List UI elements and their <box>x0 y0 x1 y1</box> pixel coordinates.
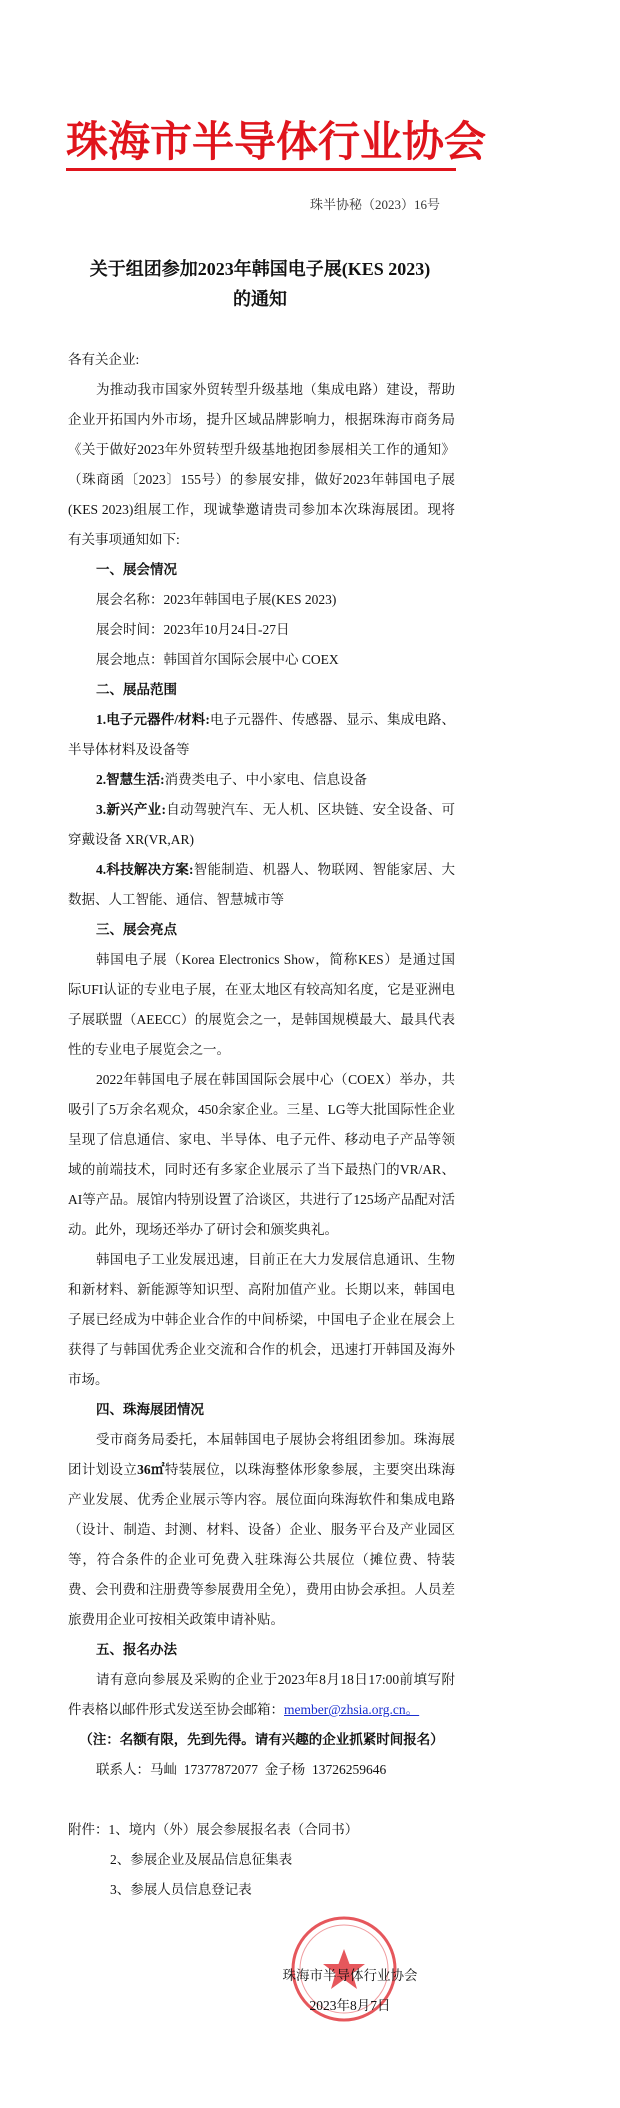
signature-block <box>280 1961 420 2021</box>
attachment-1: 1、境内（外）展会参展报名表（合同书） <box>108 1822 359 1837</box>
registration-note: （注：名额有限，先到先得。请有兴趣的企业抓紧时间报名） <box>79 1732 444 1747</box>
email-link[interactable]: member@zhsia.org.cn。 <box>284 1702 420 1717</box>
attachment-item: 2、参展企业及展品信息征集表 <box>110 1852 293 1867</box>
category-label: 3.新兴产业: <box>96 802 166 817</box>
document-flow <box>68 345 455 2055</box>
section-4-heading: 四、珠海展团情况 <box>96 1402 204 1417</box>
signature-org: 珠海市半导体行业协会 <box>282 1968 418 1983</box>
document-number: 珠半协秘（2023）16号 <box>309 197 440 212</box>
masthead: 珠海市半导体行业协会 <box>66 120 487 166</box>
highlight-paragraph-3: 韩国电子工业发展迅速，目前正在大力发展信息通讯、生物和新材料、新能源等知识型、高附加值产业。长期以来，韩国电子展已经成为中韩企业合作的中间桥梁，中国电子企业在展会上获得了与韩国优秀企业交流和合作的机会，迅速打开韩国及海外市场。 <box>68 1252 455 1387</box>
attachments-label: 附件： <box>68 1822 109 1837</box>
product-category <box>68 705 455 765</box>
greeting: 各有关企业: <box>68 352 140 367</box>
document-title <box>60 254 460 314</box>
text-span: 请有意向参展及采购的企业于2023年8月18日17:00前填写附件表格以邮件形式发送至协会邮箱： <box>68 1672 455 1717</box>
product-category <box>68 855 455 915</box>
red-divider <box>66 168 456 171</box>
expo-name: 展会名称：2023年韩国电子展(KES 2023) <box>96 592 337 607</box>
title-line-1: 关于组团参加2023年韩国电子展(KES 2023) <box>89 259 431 279</box>
attachments <box>68 1815 455 1905</box>
section-5-heading: 五、报名办法 <box>96 1642 177 1657</box>
contact-info: 联系人：马屾 17377872077 金子杨 13726259646 <box>96 1762 387 1777</box>
text-span: 受市商务局委托，本届韩国电子展协会将组团参加。珠海展团计划设立 <box>68 1432 455 1477</box>
section-2-heading: 二、展品范围 <box>96 682 177 697</box>
section-3-heading: 三、展会亮点 <box>96 922 177 937</box>
category-text: 电子元器件、传感器、显示、集成电路、半导体材料及设备等 <box>68 712 456 757</box>
product-category <box>68 765 455 795</box>
category-text: 消费类电子、中小家电、信息设备 <box>164 772 368 787</box>
document-body <box>68 345 455 1785</box>
signature-area <box>68 1915 455 2055</box>
category-label: 2.智慧生活: <box>96 772 165 787</box>
section-1-heading: 一、展会情况 <box>96 562 177 577</box>
category-label: 1.电子元器件/材料: <box>96 712 210 727</box>
category-label: 4.科技解决方案: <box>96 862 194 877</box>
product-category <box>68 795 455 855</box>
title-line-2: 的通知 <box>233 289 287 309</box>
category-text: 自动驾驶汽车、无人机、区块链、安全设备、可穿戴设备 XR(VR,AR) <box>68 802 456 847</box>
signature-date: 2023年8月7日 <box>309 1998 391 2013</box>
attachment-item <box>68 1815 455 1845</box>
intro-paragraph: 为推动我市国家外贸转型升级基地（集成电路）建设，帮助企业开拓国内外市场，提升区域品牌影响力，根据珠海市商务局《关于做好2023年外贸转型升级基地抱团参展相关工作的通知》（珠商函〔2023〕155号）的参展安排，做好2023年韩国电子展(KES 2023)组展工作，现诚挚邀请贵司参加本次珠海展团。现将有关事项通知如下: <box>68 382 455 547</box>
attachment-item: 3、参展人员信息登记表 <box>110 1882 252 1897</box>
expo-place: 展会地点：韩国首尔国际会展中心 COEX <box>96 652 339 667</box>
highlight-paragraph-2: 2022年韩国电子展在韩国国际会展中心（COEX）举办，共吸引了5万余名观众，450余家企业。三星、LG等大批国际性企业呈现了信息通信、家电、半导体、电子元件、移动电子产品等领域的前端技术，同时还有多家企业展示了当下最热门的VR/AR、AI等产品。展馆内特别设置了洽谈区，共进行了125场产品配对活动。此外，现场还举办了研讨会和颁奖典礼。 <box>68 1072 455 1237</box>
highlight-paragraph-1: 韩国电子展（Korea Electronics Show，简称KES）是通过国际UFI认证的专业电子展，在亚太地区有较高知名度，它是亚洲电子展联盟（AEECC）的展览会之一，是韩国规模最大、最具代表性的专业电子展览会之一。 <box>68 952 455 1057</box>
registration-paragraph <box>68 1665 455 1725</box>
booth-size: 36㎡ <box>137 1462 165 1477</box>
expo-time: 展会时间：2023年10月24日-27日 <box>96 622 290 637</box>
text-span: 特装展位，以珠海整体形象参展，主要突出珠海产业发展、优秀企业展示等内容。展位面向珠海软件和集成电路（设计、制造、封测、材料、设备）企业、服务平台及产业园区等，符合条件的企业可免费入驻珠海公共展位（摊位费、特装费、会刊费和注册费等参展费用全免），费用由协会承担。人员差旅费用企业可按相关政策申请补贴。 <box>68 1462 456 1627</box>
delegation-paragraph <box>68 1425 455 1635</box>
category-text: 智能制造、机器人、物联网、智能家居、大数据、人工智能、通信、智慧城市等 <box>68 862 456 907</box>
